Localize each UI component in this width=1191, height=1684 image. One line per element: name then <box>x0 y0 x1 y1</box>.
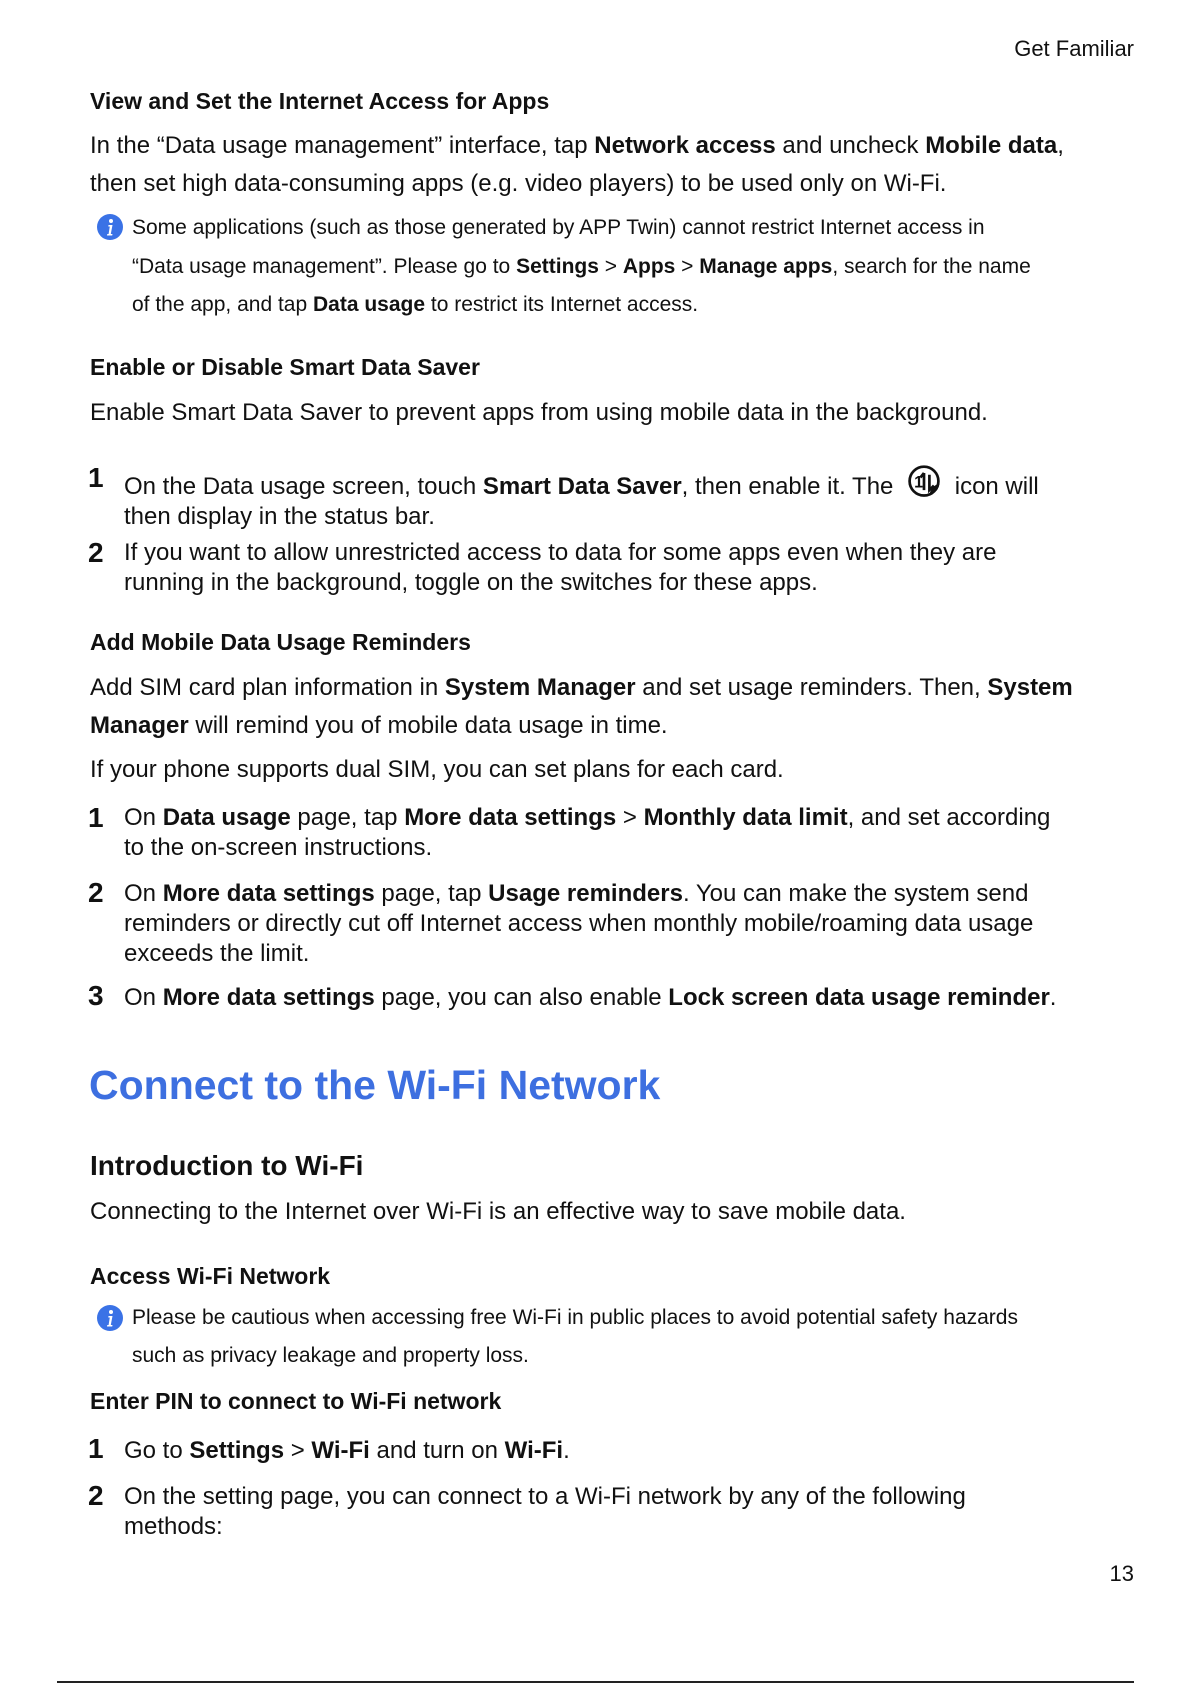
svg-text:1: 1 <box>914 473 924 492</box>
note-line: Some applications (such as those generated by APP Twin) cannot restrict Internet access in <box>132 216 985 239</box>
paragraph: Add SIM card plan information in System Manager and set usage reminders. Then, System <box>90 674 1073 701</box>
paragraph: If your phone supports dual SIM, you can set plans for each card. <box>90 756 784 783</box>
paragraph: Manager will remind you of mobile data usage in time. <box>90 712 668 739</box>
step-text: On the setting page, you can connect to a Wi-Fi network by any of the following methods: <box>124 1483 966 1540</box>
step-text: On More data settings page, you can also enable Lock screen data usage reminder. <box>124 984 1057 1011</box>
info-icon <box>96 213 124 241</box>
note-line: Please be cautious when accessing free Wi-Fi in public places to avoid potential safety hazards <box>132 1306 1018 1329</box>
paragraph: In the “Data usage management” interface, tap Network access and uncheck Mobile data, <box>90 132 1064 159</box>
step-text: Go to Settings > Wi-Fi and turn on Wi-Fi. <box>124 1437 570 1464</box>
note-line: “Data usage management”. Please go to Settings > Apps > Manage apps, search for the name <box>132 255 1031 278</box>
info-icon <box>96 1304 124 1332</box>
step-number: 1 <box>88 1433 104 1464</box>
step-number: 2 <box>88 1480 104 1511</box>
step-text: On More data settings page, tap Usage reminders. You can make the system send reminders or directly cut off Internet access when monthly mobile/roaming data usage exceeds the limit. <box>124 880 1034 967</box>
section-title-smart-data-saver: Enable or Disable Smart Data Saver <box>90 354 480 380</box>
footer-divider <box>57 1681 1134 1683</box>
step-number: 1 <box>88 802 104 833</box>
step-text: On the Data usage screen, touch Smart Data Saver, then enable it. The 1 icon will then display in the status bar. <box>124 464 1124 532</box>
section-title-intro-wifi: Introduction to Wi-Fi <box>90 1150 364 1181</box>
note-line: of the app, and tap Data usage to restrict its Internet access. <box>132 293 699 316</box>
smart-data-saver-icon <box>904 464 944 500</box>
page-number: 13 <box>1109 1561 1134 1586</box>
section-title-internet-access: View and Set the Internet Access for Apps <box>90 88 550 114</box>
note-line: such as privacy leakage and property loss. <box>132 1344 529 1367</box>
step-number: 1 <box>88 462 104 493</box>
step-number: 3 <box>88 980 104 1011</box>
paragraph: then set high data-consuming apps (e.g. video players) to be used only on Wi-Fi. <box>90 170 947 197</box>
paragraph: Enable Smart Data Saver to prevent apps from using mobile data in the background. <box>90 399 988 426</box>
chapter-title: Connect to the Wi-Fi Network <box>89 1062 661 1108</box>
step-number: 2 <box>88 877 104 908</box>
paragraph: Connecting to the Internet over Wi-Fi is an effective way to save mobile data. <box>90 1198 906 1225</box>
section-title-access-wifi: Access Wi-Fi Network <box>90 1263 331 1289</box>
section-title-pin: Enter PIN to connect to Wi-Fi network <box>90 1388 502 1414</box>
section-title-usage-reminders: Add Mobile Data Usage Reminders <box>90 629 471 655</box>
step-number: 2 <box>88 537 104 568</box>
step-text: On Data usage page, tap More data settings > Monthly data limit, and set according to the on-screen instructions. <box>124 804 1051 861</box>
step-text: If you want to allow unrestricted access to data for some apps even when they are running in the background, toggle on the switches for these apps. <box>124 539 997 596</box>
running-header: Get Familiar <box>1014 36 1134 61</box>
